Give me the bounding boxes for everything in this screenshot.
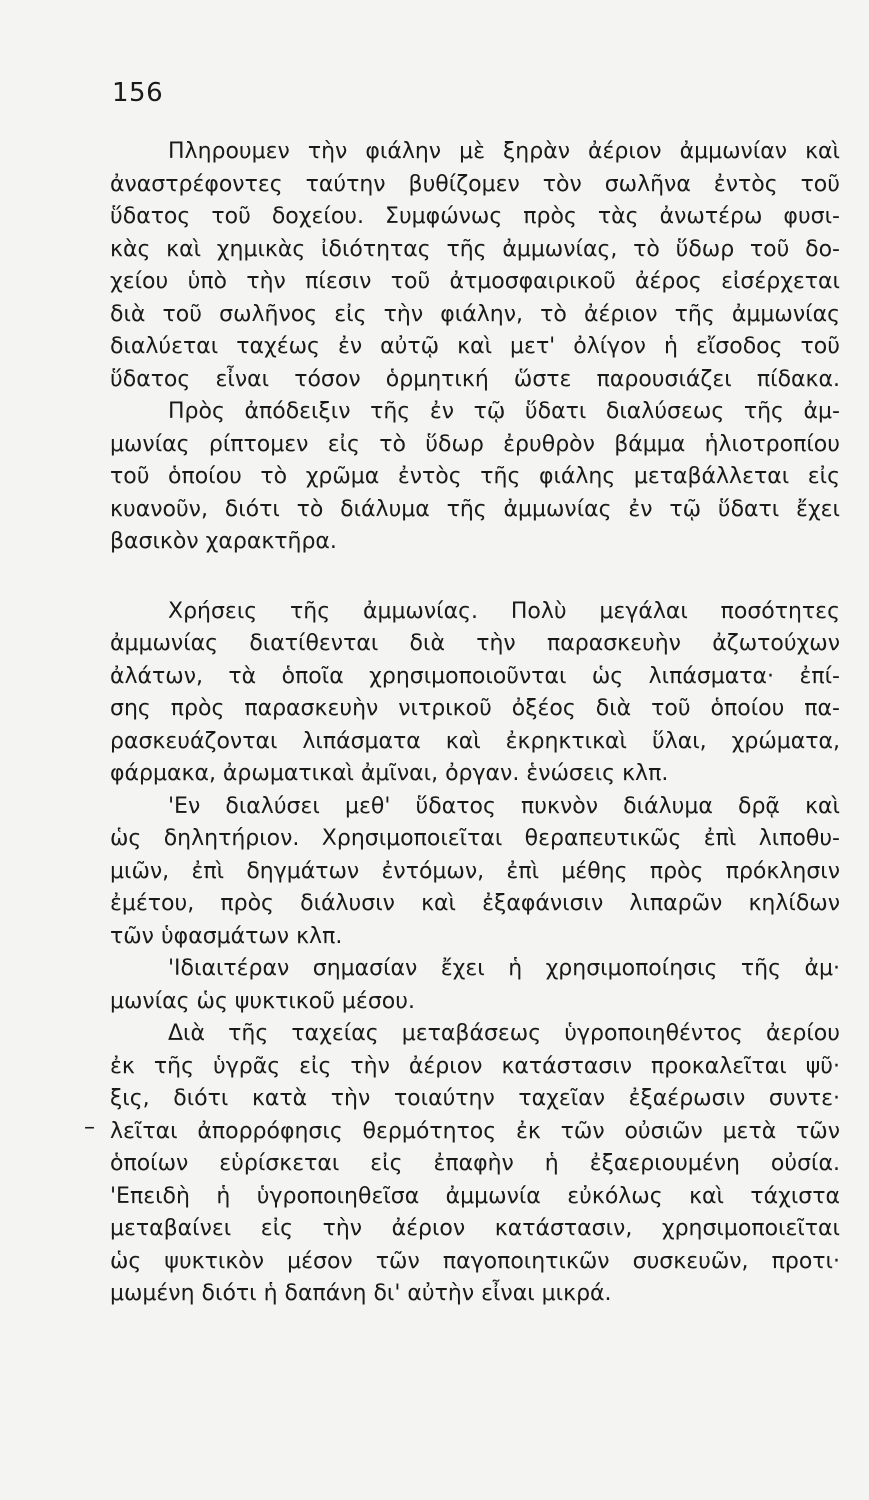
paragraph-spacer — [110, 559, 840, 596]
text-line: βασικὸν χαρακτῆρα. — [110, 529, 337, 554]
text-line: ἐμέτου, πρὸς διάλυσιν καὶ ἐξαφάνισιν λιπαρῶν κηλίδων — [110, 891, 840, 916]
page-number: 156 — [112, 78, 164, 108]
text-line: ὡς ψυκτικὸν μέσον τῶν παγοποιητικῶν συσκευῶν, προτι· — [110, 1248, 840, 1274]
text-line: κὰς καὶ χημικὰς ἰδιότητας τῆς ἀμμωνίας, τὸ ὕδωρ τοῦ δο- — [110, 236, 840, 262]
text-line: μωνίας ρίπτομεν εἰς τὸ ὕδωρ ἐρυθρὸν βάμμα ἡλιοτροπίου — [110, 431, 840, 457]
text-line: μωνίας ὡς ψυκτικοῦ μέσου. — [110, 988, 415, 1014]
margin-mark: – — [84, 1115, 95, 1140]
text-line: ἀμμωνίας διατίθενται διὰ τὴν παρασκευὴν ἀζωτούχων — [110, 631, 840, 656]
text-line: ἀναστρέφοντες ταύτην βυθίζομεν τὸν σωλῆνα ἐντὸς τοῦ — [110, 171, 840, 197]
text-line: ἀλάτων, τὰ ὁποῖα χρησιμοποιοῦνται ὡς λιπάσματα· ἐπί- — [110, 663, 840, 689]
text-line: ἐκ τῆς ὑγρᾶς εἰς τὴν ἀέριον κατάστασιν προκαλεῖται ψῦ· — [110, 1053, 840, 1079]
text-line: ρασκευάζονται λιπάσματα καὶ ἐκρηκτικαὶ ὕλαι, χρώματα, — [110, 728, 840, 754]
text-line: ὡς δηλητήριον. Χρησιμοποιεῖται θεραπευτικῶς ἐπὶ λιποθυ- — [110, 826, 840, 851]
text-line: ὕδατος τοῦ δοχείου. Συμφώνως πρὸς τὰς ἀνωτέρω φυσι- — [110, 204, 840, 229]
text-line: ξις, διότι κατὰ τὴν τοιαύτην ταχεῖαν ἐξαέρωσιν συντε· — [110, 1086, 840, 1111]
text-line: κυανοῦν, διότι τὸ διάλυμα τῆς ἀμμωνίας ἐν τῷ ὕδατι ἔχει — [110, 496, 840, 522]
text-line: τῶν ὑφασμάτων κλπ. — [110, 923, 343, 949]
text-line: μεταβαίνει εἰς τὴν ἀέριον κατάστασιν, χρησιμοποιεῖται — [110, 1216, 840, 1241]
section-heading: Χρήσεις τῆς ἀμμωνίας. — [168, 598, 478, 624]
text-line: χείου ὑπὸ τὴν πίεσιν τοῦ ἀτμοσφαιρικοῦ ἀέρος εἰσέρχεται — [110, 269, 840, 294]
text-line: Πρὸς ἀπόδειξιν τῆς ἐν τῷ ὕδατι διαλύσεως τῆς ἀμ- — [168, 399, 840, 424]
text-line: ὁποίων εὑρίσκεται εἰς ἐπαφὴν ἡ ἐξαεριουμένη οὐσία. — [110, 1151, 840, 1176]
text-line: Διὰ τῆς ταχείας μεταβάσεως ὑγροποιηθέντος ἀερίου — [168, 1021, 840, 1046]
text-line: 'Ιδιαιτέραν σημασίαν ἔχει ἡ χρησιμοποίησις τῆς ἀμ· — [168, 956, 840, 981]
text-line: Πληρουμεν τὴν φιάλην μὲ ξηρὰν ἀέριον ἀμμωνίαν καὶ — [168, 139, 840, 164]
text-line: φάρμακα, ἀρωματικαὶ ἀμῖναι, ὀργαν. ἑνώσεις κλπ. — [110, 761, 669, 786]
section-heading-line — [110, 596, 840, 629]
heading-line-rest: Πολὺ μεγάλαι ποσότητες — [510, 598, 840, 624]
text-line: 'Επειδὴ ἡ ὑγροποιηθεῖσα ἀμμωνία εὐκόλως καὶ τάχιστα — [110, 1183, 840, 1209]
text-line: μωμένη διότι ἡ δαπάνη δι' αὐτὴν εἶναι μικρά. — [110, 1281, 612, 1306]
text-line: μιῶν, ἐπὶ δηγμάτων ἐντόμων, ἐπὶ μέθης πρὸς πρόκλησιν — [110, 858, 840, 884]
text-line: διὰ τοῦ σωλῆνος εἰς τὴν φιάλην, τὸ ἀέριον τῆς ἀμμωνίας — [110, 301, 840, 327]
text-line: λεῖται ἀπορρόφησις θερμότητος ἐκ τῶν οὐσιῶν μετὰ τῶν — [110, 1118, 840, 1144]
body-text — [110, 136, 840, 1311]
text-line: διαλύεται ταχέως ἐν αὐτῷ καὶ μετ' ὀλίγον ἡ εἴσοδος τοῦ — [110, 334, 840, 359]
text-line: τοῦ ὁποίου τὸ χρῶμα ἐντὸς τῆς φιάλης μεταβάλλεται εἰς — [110, 464, 840, 489]
text-line: 'Εν διαλύσει μεθ' ὕδατος πυκνὸν διάλυμα δρᾷ καὶ — [168, 793, 840, 819]
text-line: σης πρὸς παρασκευὴν νιτρικοῦ ὀξέος διὰ τοῦ ὁποίου πα- — [110, 696, 840, 721]
text-line: ὕδατος εἶναι τόσον ὁρμητική ὥστε παρουσιάζει πίδακα. — [110, 366, 840, 392]
